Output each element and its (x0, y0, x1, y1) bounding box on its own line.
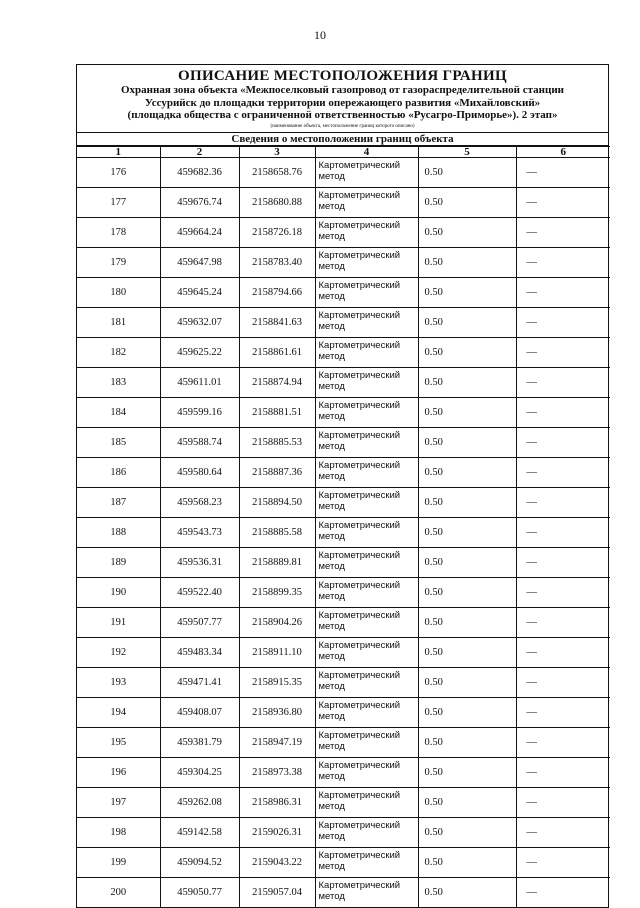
note-cell: — (516, 727, 610, 757)
x-coordinate-cell: 459580.64 (160, 457, 239, 487)
y-coordinate-cell: 2158726.18 (239, 217, 315, 247)
y-coordinate-cell: 2158904.26 (239, 607, 315, 637)
method-cell: Картометрический метод (315, 397, 418, 427)
accuracy-cell: 0.50 (418, 787, 516, 817)
note-cell: — (516, 877, 610, 907)
note-cell: — (516, 757, 610, 787)
method-cell: Картометрический метод (315, 427, 418, 457)
table-row (77, 877, 610, 907)
x-coordinate-cell: 459536.31 (160, 547, 239, 577)
method-cell: Картометрический метод (315, 637, 418, 667)
accuracy-cell: 0.50 (418, 277, 516, 307)
note-cell: — (516, 547, 610, 577)
boundary-description-sheet (76, 64, 609, 908)
y-coordinate-cell: 2158911.10 (239, 637, 315, 667)
y-coordinate-cell: 2158973.38 (239, 757, 315, 787)
object-name-line-3: (площадка общества с ограниченной ответственностью «Русагро-Приморье»). 2 этап» (127, 109, 558, 121)
table-row (77, 307, 610, 337)
object-name-line-1: Охранная зона объекта «Межпоселковый газопровод от газораспределительной станции (120, 84, 565, 96)
table-row (77, 157, 610, 187)
x-coordinate-cell: 459543.73 (160, 517, 239, 547)
method-cell: Картометрический метод (315, 487, 418, 517)
y-coordinate-cell: 2159057.04 (239, 877, 315, 907)
accuracy-cell: 0.50 (418, 637, 516, 667)
note-cell: — (516, 637, 610, 667)
point-number-cell: 186 (77, 457, 160, 487)
table-row (77, 457, 610, 487)
x-coordinate-cell: 459682.36 (160, 157, 239, 187)
y-coordinate-cell: 2158841.63 (239, 307, 315, 337)
x-coordinate-cell: 459676.74 (160, 187, 239, 217)
point-number-cell: 188 (77, 517, 160, 547)
point-number-cell: 194 (77, 697, 160, 727)
point-number-cell: 177 (77, 187, 160, 217)
object-name-line-2: Уссурийск до площадки территории опережающего развития «Михайловский» (144, 96, 541, 109)
accuracy-cell: 0.50 (418, 817, 516, 847)
note-cell: — (516, 697, 610, 727)
method-cell: Картометрический метод (315, 517, 418, 547)
table-body (77, 157, 610, 907)
x-coordinate-cell: 459664.24 (160, 217, 239, 247)
note-cell: — (516, 487, 610, 517)
y-coordinate-cell: 2158986.31 (239, 787, 315, 817)
y-coordinate-cell: 2158899.35 (239, 577, 315, 607)
point-number-cell: 178 (77, 217, 160, 247)
method-cell: Картометрический метод (315, 217, 418, 247)
accuracy-cell: 0.50 (418, 397, 516, 427)
column-header: 5 (418, 146, 516, 157)
x-coordinate-cell: 459611.01 (160, 367, 239, 397)
page-number: 10 (314, 28, 326, 42)
note-cell: — (516, 367, 610, 397)
y-coordinate-cell: 2159043.22 (239, 847, 315, 877)
accuracy-cell: 0.50 (418, 727, 516, 757)
method-cell: Картометрический метод (315, 817, 418, 847)
note-cell: — (516, 247, 610, 277)
y-coordinate-cell: 2158794.66 (239, 277, 315, 307)
x-coordinate-cell: 459094.52 (160, 847, 239, 877)
table-row (77, 247, 610, 277)
note-cell: — (516, 307, 610, 337)
accuracy-cell: 0.50 (418, 607, 516, 637)
method-cell: Картометрический метод (315, 577, 418, 607)
accuracy-cell: 0.50 (418, 667, 516, 697)
point-number-cell: 183 (77, 367, 160, 397)
table-row (77, 847, 610, 877)
table-header-row (77, 146, 610, 157)
table-row (77, 667, 610, 697)
table-row (77, 607, 610, 637)
table-row (77, 187, 610, 217)
point-number-cell: 191 (77, 607, 160, 637)
accuracy-cell: 0.50 (418, 547, 516, 577)
point-number-cell: 196 (77, 757, 160, 787)
method-cell: Картометрический метод (315, 607, 418, 637)
accuracy-cell: 0.50 (418, 577, 516, 607)
note-cell: — (516, 457, 610, 487)
method-cell: Картометрический метод (315, 727, 418, 757)
x-coordinate-cell: 459645.24 (160, 277, 239, 307)
table-row (77, 697, 610, 727)
x-coordinate-cell: 459304.25 (160, 757, 239, 787)
note-cell: — (516, 217, 610, 247)
section-title: Сведения о местоположении границ объекта (77, 133, 608, 146)
table-row (77, 817, 610, 847)
accuracy-cell: 0.50 (418, 847, 516, 877)
note-cell: — (516, 337, 610, 367)
point-number-cell: 184 (77, 397, 160, 427)
table-row (77, 757, 610, 787)
table-row (77, 337, 610, 367)
title-block (77, 65, 608, 133)
x-coordinate-cell: 459625.22 (160, 337, 239, 367)
note-cell: — (516, 187, 610, 217)
point-number-cell: 180 (77, 277, 160, 307)
x-coordinate-cell: 459522.40 (160, 577, 239, 607)
accuracy-cell: 0.50 (418, 187, 516, 217)
y-coordinate-cell: 2159026.31 (239, 817, 315, 847)
x-coordinate-cell: 459142.58 (160, 817, 239, 847)
note-cell: — (516, 577, 610, 607)
table-row (77, 727, 610, 757)
column-header: 4 (315, 146, 418, 157)
point-number-cell: 190 (77, 577, 160, 607)
method-cell: Картометрический метод (315, 277, 418, 307)
point-number-cell: 187 (77, 487, 160, 517)
note-cell: — (516, 847, 610, 877)
accuracy-cell: 0.50 (418, 457, 516, 487)
y-coordinate-cell: 2158881.51 (239, 397, 315, 427)
object-name-note: (наименование объекта, местоположение границ которого описано) (270, 123, 415, 129)
method-cell: Картометрический метод (315, 157, 418, 187)
method-cell: Картометрический метод (315, 307, 418, 337)
method-cell: Картометрический метод (315, 787, 418, 817)
note-cell: — (516, 397, 610, 427)
method-cell: Картометрический метод (315, 457, 418, 487)
point-number-cell: 200 (77, 877, 160, 907)
y-coordinate-cell: 2158861.61 (239, 337, 315, 367)
document-title: ОПИСАНИЕ МЕСТОПОЛОЖЕНИЯ ГРАНИЦ (178, 68, 507, 84)
y-coordinate-cell: 2158885.58 (239, 517, 315, 547)
accuracy-cell: 0.50 (418, 487, 516, 517)
table-row (77, 547, 610, 577)
accuracy-cell: 0.50 (418, 757, 516, 787)
method-cell: Картометрический метод (315, 877, 418, 907)
x-coordinate-cell: 459483.34 (160, 637, 239, 667)
point-number-cell: 198 (77, 817, 160, 847)
x-coordinate-cell: 459471.41 (160, 667, 239, 697)
x-coordinate-cell: 459507.77 (160, 607, 239, 637)
accuracy-cell: 0.50 (418, 697, 516, 727)
point-number-cell: 181 (77, 307, 160, 337)
column-header: 6 (516, 146, 610, 157)
x-coordinate-cell: 459647.98 (160, 247, 239, 277)
method-cell: Картометрический метод (315, 757, 418, 787)
accuracy-cell: 0.50 (418, 427, 516, 457)
point-number-cell: 192 (77, 637, 160, 667)
y-coordinate-cell: 2158915.35 (239, 667, 315, 697)
note-cell: — (516, 517, 610, 547)
accuracy-cell: 0.50 (418, 157, 516, 187)
point-number-cell: 193 (77, 667, 160, 697)
x-coordinate-cell: 459588.74 (160, 427, 239, 457)
point-number-cell: 185 (77, 427, 160, 457)
column-header: 3 (239, 146, 315, 157)
y-coordinate-cell: 2158889.81 (239, 547, 315, 577)
table-row (77, 577, 610, 607)
note-cell: — (516, 427, 610, 457)
point-number-cell: 179 (77, 247, 160, 277)
y-coordinate-cell: 2158887.36 (239, 457, 315, 487)
method-cell: Картометрический метод (315, 187, 418, 217)
point-number-cell: 199 (77, 847, 160, 877)
x-coordinate-cell: 459381.79 (160, 727, 239, 757)
y-coordinate-cell: 2158658.76 (239, 157, 315, 187)
table-row (77, 787, 610, 817)
y-coordinate-cell: 2158947.19 (239, 727, 315, 757)
point-number-cell: 189 (77, 547, 160, 577)
x-coordinate-cell: 459408.07 (160, 697, 239, 727)
table-row (77, 217, 610, 247)
accuracy-cell: 0.50 (418, 367, 516, 397)
note-cell: — (516, 607, 610, 637)
method-cell: Картометрический метод (315, 667, 418, 697)
table-row (77, 397, 610, 427)
coordinates-table (77, 146, 610, 907)
method-cell: Картометрический метод (315, 337, 418, 367)
table-row (77, 487, 610, 517)
table-row (77, 277, 610, 307)
y-coordinate-cell: 2158936.80 (239, 697, 315, 727)
column-header: 1 (77, 146, 160, 157)
y-coordinate-cell: 2158783.40 (239, 247, 315, 277)
accuracy-cell: 0.50 (418, 337, 516, 367)
point-number-cell: 176 (77, 157, 160, 187)
accuracy-cell: 0.50 (418, 247, 516, 277)
table-row (77, 427, 610, 457)
method-cell: Картометрический метод (315, 547, 418, 577)
method-cell: Картометрический метод (315, 247, 418, 277)
method-cell: Картометрический метод (315, 697, 418, 727)
note-cell: — (516, 787, 610, 817)
accuracy-cell: 0.50 (418, 877, 516, 907)
note-cell: — (516, 277, 610, 307)
method-cell: Картометрический метод (315, 847, 418, 877)
point-number-cell: 197 (77, 787, 160, 817)
note-cell: — (516, 667, 610, 697)
x-coordinate-cell: 459568.23 (160, 487, 239, 517)
x-coordinate-cell: 459262.08 (160, 787, 239, 817)
point-number-cell: 195 (77, 727, 160, 757)
method-cell: Картометрический метод (315, 367, 418, 397)
y-coordinate-cell: 2158885.53 (239, 427, 315, 457)
x-coordinate-cell: 459632.07 (160, 307, 239, 337)
accuracy-cell: 0.50 (418, 307, 516, 337)
table-row (77, 367, 610, 397)
x-coordinate-cell: 459050.77 (160, 877, 239, 907)
point-number-cell: 182 (77, 337, 160, 367)
x-coordinate-cell: 459599.16 (160, 397, 239, 427)
column-header: 2 (160, 146, 239, 157)
accuracy-cell: 0.50 (418, 217, 516, 247)
accuracy-cell: 0.50 (418, 517, 516, 547)
table-row (77, 517, 610, 547)
y-coordinate-cell: 2158894.50 (239, 487, 315, 517)
y-coordinate-cell: 2158680.88 (239, 187, 315, 217)
note-cell: — (516, 817, 610, 847)
y-coordinate-cell: 2158874.94 (239, 367, 315, 397)
table-row (77, 637, 610, 667)
note-cell: — (516, 157, 610, 187)
